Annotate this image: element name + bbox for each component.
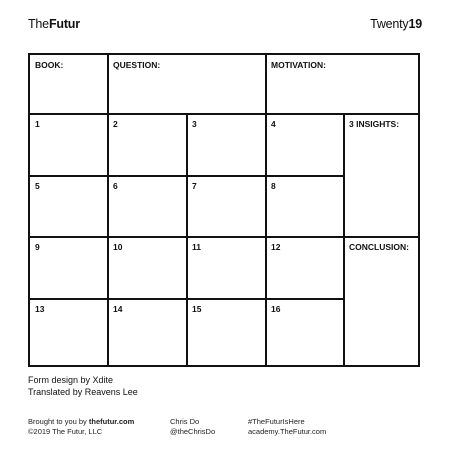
motivation-cell[interactable] bbox=[266, 55, 418, 113]
conclusion-cell[interactable] bbox=[344, 237, 418, 365]
brand-logo bbox=[28, 17, 80, 31]
book-label: BOOK: bbox=[35, 60, 64, 70]
note-number-1: 1 bbox=[35, 119, 40, 129]
insights-label: 3 INSIGHTS: bbox=[349, 119, 400, 129]
note-number-10: 10 bbox=[113, 242, 123, 252]
note-cell-11[interactable] bbox=[187, 237, 265, 298]
note-number-7: 7 bbox=[192, 181, 197, 191]
note-cell-8[interactable] bbox=[266, 176, 343, 236]
author-name: Chris Do bbox=[170, 417, 200, 426]
academy-link[interactable]: academy.TheFutur.com bbox=[248, 427, 327, 436]
note-cell-16[interactable] bbox=[266, 299, 343, 365]
question-cell[interactable] bbox=[108, 55, 265, 113]
note-cell-7[interactable] bbox=[187, 176, 265, 236]
insights-cell[interactable] bbox=[344, 114, 418, 236]
futur-site-link[interactable]: thefutur.com bbox=[88, 417, 135, 426]
conclusion-label: CONCLUSION: bbox=[349, 242, 409, 252]
note-cell-13[interactable] bbox=[30, 299, 107, 365]
author-handle[interactable]: @theChrisDo bbox=[170, 427, 216, 436]
brought-by-line bbox=[28, 417, 134, 427]
hashtag-text[interactable]: #TheFuturIsHere bbox=[248, 417, 305, 426]
note-number-11: 11 bbox=[192, 242, 201, 252]
design-credit: Form design by Xdite bbox=[28, 375, 114, 385]
note-number-16: 16 bbox=[271, 304, 281, 314]
question-label: QUESTION: bbox=[113, 60, 161, 70]
note-cell-14[interactable] bbox=[108, 299, 186, 365]
note-cell-15[interactable] bbox=[187, 299, 265, 365]
book-cell[interactable] bbox=[30, 55, 107, 113]
footer-brand-column bbox=[28, 417, 134, 437]
footer-links-column bbox=[248, 417, 326, 437]
book-notes-form bbox=[28, 53, 420, 367]
note-cell-5[interactable] bbox=[30, 176, 107, 236]
note-cell-1[interactable] bbox=[30, 114, 107, 175]
note-number-13: 13 bbox=[35, 304, 45, 314]
note-number-5: 5 bbox=[35, 181, 40, 191]
note-number-2: 2 bbox=[113, 119, 118, 129]
copyright-text: ©2019 The Futur, LLC bbox=[28, 427, 103, 436]
note-cell-12[interactable] bbox=[266, 237, 343, 298]
note-cell-10[interactable] bbox=[108, 237, 186, 298]
motivation-label: MOTIVATION: bbox=[271, 60, 326, 70]
year-light: Twenty bbox=[370, 17, 409, 31]
note-number-3: 3 bbox=[192, 119, 197, 129]
year-bold: 19 bbox=[408, 17, 422, 31]
footer-author-column bbox=[170, 417, 215, 437]
note-number-8: 8 bbox=[271, 181, 276, 191]
note-number-12: 12 bbox=[271, 242, 281, 252]
brand-bold: Futur bbox=[48, 17, 80, 31]
year-label bbox=[370, 17, 422, 31]
note-number-6: 6 bbox=[113, 181, 118, 191]
note-number-15: 15 bbox=[192, 304, 202, 314]
note-cell-4[interactable] bbox=[266, 114, 343, 175]
note-cell-3[interactable] bbox=[187, 114, 265, 175]
brand-light: The bbox=[28, 17, 49, 31]
note-cell-9[interactable] bbox=[30, 237, 107, 298]
translation-credit: Translated by Reavens Lee bbox=[28, 386, 138, 397]
page-header bbox=[28, 11, 422, 33]
brought-prefix: Brought to you by bbox=[28, 417, 89, 426]
note-cell-6[interactable] bbox=[108, 176, 186, 236]
note-number-4: 4 bbox=[271, 119, 276, 129]
note-cell-2[interactable] bbox=[108, 114, 186, 175]
note-number-9: 9 bbox=[35, 242, 40, 252]
form-credits bbox=[28, 375, 138, 398]
note-number-14: 14 bbox=[113, 304, 123, 314]
